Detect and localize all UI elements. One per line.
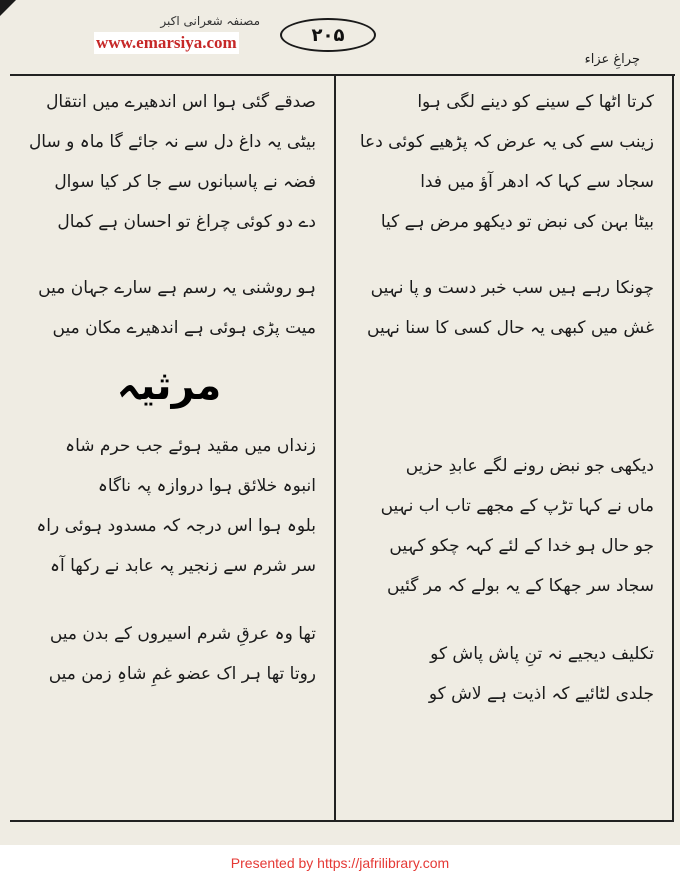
verse-line: زنداں میں مقید ہوئے جب حرم شاہ — [65, 436, 316, 456]
watermark-link[interactable]: www.emarsiya.com — [96, 33, 237, 52]
verse-line: انبوہ خلائق ہوا دروازہ پہ ناگاہ — [97, 476, 316, 496]
verse-line: زینب سے کی یہ عرض کہ پڑھیے کوئی دعا — [359, 132, 654, 152]
verse-line: صدقے گئی ہوا اس اندھیرے میں انتقال — [46, 92, 316, 112]
section-title: مرثیہ — [116, 363, 222, 409]
verse-line: بلوہ ہوا اس درجہ کہ مسدود ہوئی راہ — [36, 516, 316, 536]
verse-line: دے دو کوئی چراغ تو احسان ہے کمال — [57, 212, 316, 232]
verse-line: تھا وہ عرقِ شرم اسیروں کے بدن میں — [49, 624, 316, 644]
right-couplet-2 — [346, 634, 662, 714]
left-stanza-1 — [14, 82, 324, 242]
frame-bottom-border — [10, 820, 674, 822]
verse-line: سر شرم سے زنجیر پہ عابد نے رکھا آہ — [50, 556, 316, 576]
running-title-right: چراغِ عزاء — [584, 52, 640, 67]
verse-line: جلدی لٹائیے کہ اذیت ہے لاش کو — [428, 684, 654, 704]
right-stanza-2 — [346, 446, 662, 606]
verse-line: ماں نے کہا تڑپ کے مجھے تاب اب نہیں — [380, 496, 654, 516]
verse-line: میت پڑی ہوئی ہے اندھیرے مکان میں — [52, 318, 316, 338]
frame-right-border — [672, 76, 674, 821]
verse-line: غش میں کبھی یہ حال کسی کا سنا نہیں — [367, 318, 654, 338]
verse-line: کرتا اٹھا کے سینے کو دینے لگی ہوا — [417, 92, 654, 112]
left-column — [14, 82, 324, 694]
left-couplet-2 — [14, 614, 324, 694]
verse-line: بیٹی یہ داغ دل سے نہ جائے گا ماہ و سال — [28, 132, 316, 152]
right-couplet-1 — [346, 268, 662, 348]
verse-line: ہو روشنی یہ رسم ہے سارے جہان میں — [38, 278, 316, 298]
verse-line: چونکا رہے ہیں سب خبر دست و پا نہیں — [370, 278, 654, 298]
corner-mark — [0, 0, 16, 16]
verse-line: سجاد سر جھکا کے یہ بولے کہ مر گئیں — [387, 576, 654, 596]
right-stanza-1 — [346, 82, 662, 242]
footer-credit[interactable]: Presented by https://jafrilibrary.com — [230, 855, 450, 871]
verse-line: دیکھی جو نبض رونے لگے عابدِ حزیں — [405, 456, 654, 476]
column-divider — [334, 76, 336, 821]
verse-line: جو حال ہو خدا کے لئے کہہ چکو کہیں — [389, 536, 654, 556]
frame-top-border — [10, 74, 675, 76]
verse-line: فضہ نے پاسبانوں سے جا کر کیا سوال — [54, 172, 316, 192]
page-number: ۲۰۵ — [280, 18, 376, 52]
left-stanza-2 — [14, 426, 324, 586]
running-title-left: مصنفہ شعرانی اکبر — [160, 14, 260, 28]
verse-line: تکلیف دیجیے نہ تنِ پاش پاش کو — [430, 644, 654, 664]
right-column — [346, 82, 662, 714]
verse-line: بیٹا بہن کی نبض تو دیکھو مرض ہے کیا — [380, 212, 654, 232]
verse-line: سجاد سے کہا کہ ادھر آؤ میں فدا — [420, 172, 654, 192]
left-couplet-1 — [14, 268, 324, 348]
verse-line: روتا تھا ہر اک عضو غمِ شاہِ زمن میں — [48, 664, 316, 684]
